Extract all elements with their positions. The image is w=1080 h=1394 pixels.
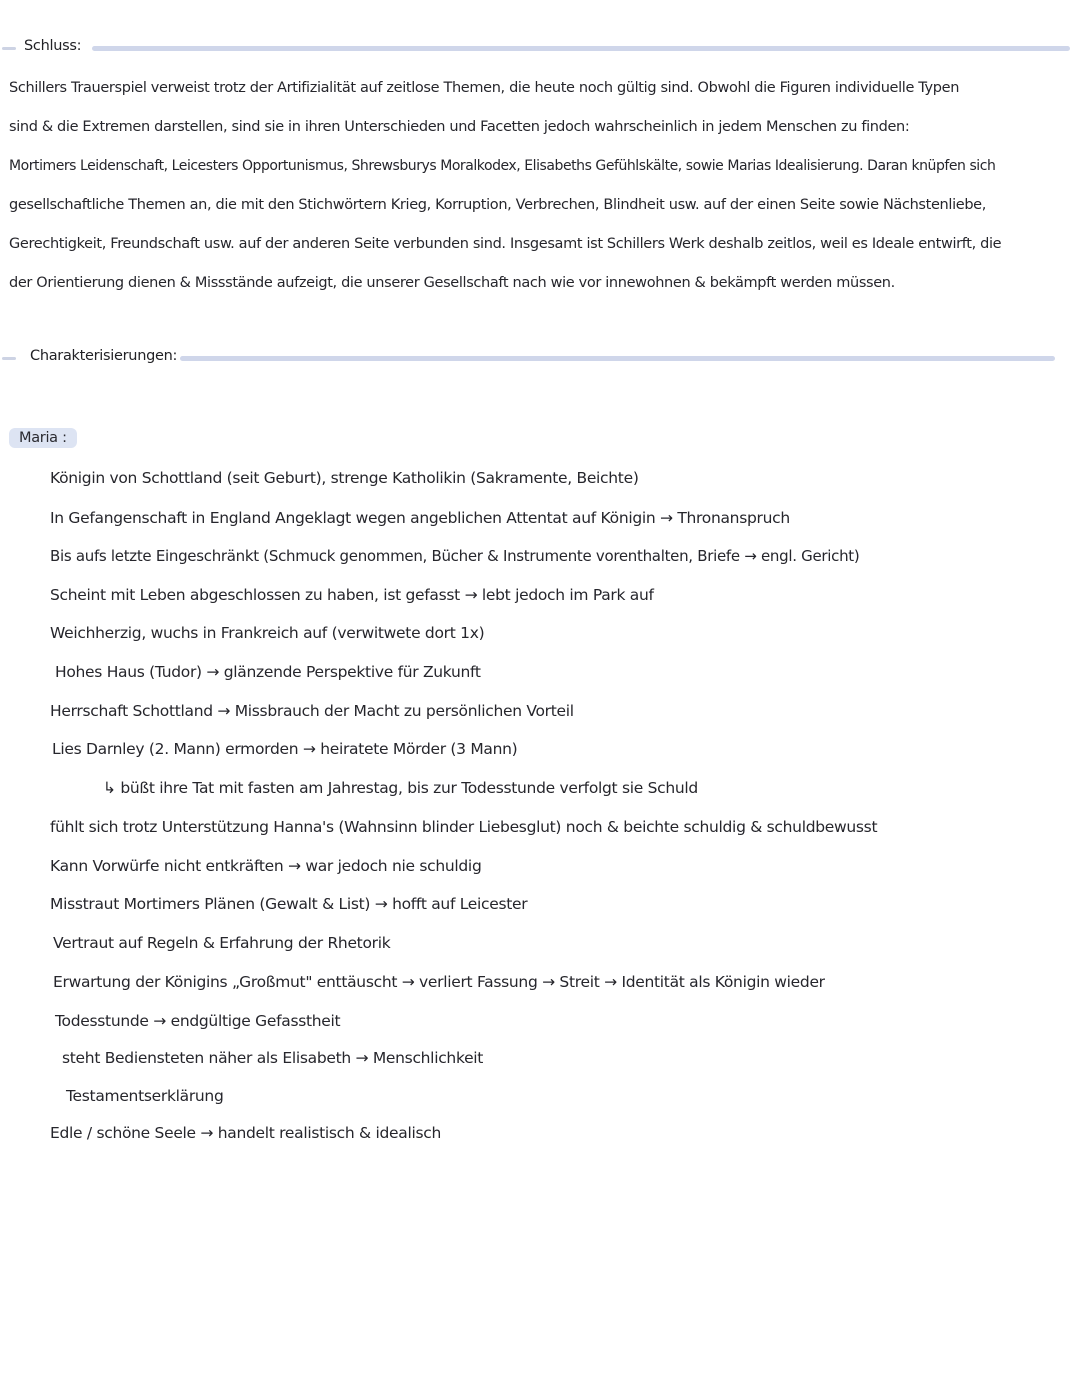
schluss-heading-row [0,37,1080,61]
paragraph-line: sind & die Extremen darstellen, sind sie in ihren Unterschieden und Facetten jedoch wahrscheinlich in jedem Menschen zu finden: [9,119,910,135]
charakterisierungen-heading: Charakterisierungen: [30,348,178,364]
list-item: steht Bediensteten näher als Elisabeth → Menschlichkeit [62,1049,484,1067]
heading-underline [180,356,1055,361]
list-item: Lies Darnley (2. Mann) ermorden → heiratete Mörder (3 Mann) [52,740,518,758]
paragraph-line: der Orientierung dienen & Missstände aufzeigt, die unserer Gesellschaft nach wie vor innewohnen & bekämpft werden müssen. [9,275,895,291]
heading-underline [92,46,1070,51]
list-item: Erwartung der Königins „Großmut" enttäuscht → verliert Fassung → Streit → Identität als Königin wieder [53,973,825,991]
list-item: Kann Vorwürfe nicht entkräften → war jedoch nie schuldig [50,857,482,875]
list-item: Misstraut Mortimers Plänen (Gewalt & List) → hofft auf Leicester [50,895,528,913]
list-item: Edle / schöne Seele → handelt realistisch & idealisch [50,1124,441,1142]
list-item: Vertraut auf Regeln & Erfahrung der Rhetorik [53,934,391,952]
maria-label: Maria : [9,428,77,448]
list-item: Weichherzig, wuchs in Frankreich auf (verwitwete dort 1x) [50,624,485,642]
list-item: Scheint mit Leben abgeschlossen zu haben, ist gefasst → lebt jedoch im Park auf [50,586,654,604]
list-item: ↳ büßt ihre Tat mit fasten am Jahrestag, bis zur Todesstunde verfolgt sie Schuld [103,779,698,797]
list-item: Todesstunde → endgültige Gefasstheit [55,1012,341,1030]
list-item: Herrschaft Schottland → Missbrauch der Macht zu persönlichen Vorteil [50,702,574,720]
paragraph-line: Gerechtigkeit, Freundschaft usw. auf der anderen Seite verbunden sind. Insgesamt ist Schillers Werk deshalb zeitlos, weil es Ideale entwirft, die [9,236,1002,252]
paragraph-line: gesellschaftliche Themen an, die mit den Stichwörtern Krieg, Korruption, Verbrechen, Blindheit usw. auf der einen Seite sowie Nächstenliebe, [9,197,986,213]
list-item: In Gefangenschaft in England Angeklagt wegen angeblichen Attentat auf Königin → Thronanspruch [50,509,790,527]
list-item: Bis aufs letzte Eingeschränkt (Schmuck genommen, Bücher & Instrumente vorenthalten, Briefe → engl. Gericht) [50,547,860,565]
heading-dash [2,357,16,360]
paragraph-line: Mortimers Leidenschaft, Leicesters Opportunismus, Shrewsburys Moralkodex, Elisabeths Gefühlskälte, sowie Marias Idealisierung. Daran knüpfen sich [9,158,996,174]
paragraph-line: Schillers Trauerspiel verweist trotz der Artifizialität auf zeitlose Themen, die heute noch gültig sind. Obwohl die Figuren individuelle Typen [9,80,960,96]
list-item: Testamentserklärung [66,1087,224,1105]
charakterisierungen-heading-row [0,347,1080,371]
list-item: fühlt sich trotz Unterstützung Hanna's (Wahnsinn blinder Liebesglut) noch & beichte schuldig & schuldbewusst [50,818,878,836]
heading-dash [2,47,16,50]
schluss-heading: Schluss: [24,38,82,54]
list-item: Königin von Schottland (seit Geburt), strenge Katholikin (Sakramente, Beichte) [50,469,639,487]
list-item: Hohes Haus (Tudor) → glänzende Perspektive für Zukunft [55,663,481,681]
